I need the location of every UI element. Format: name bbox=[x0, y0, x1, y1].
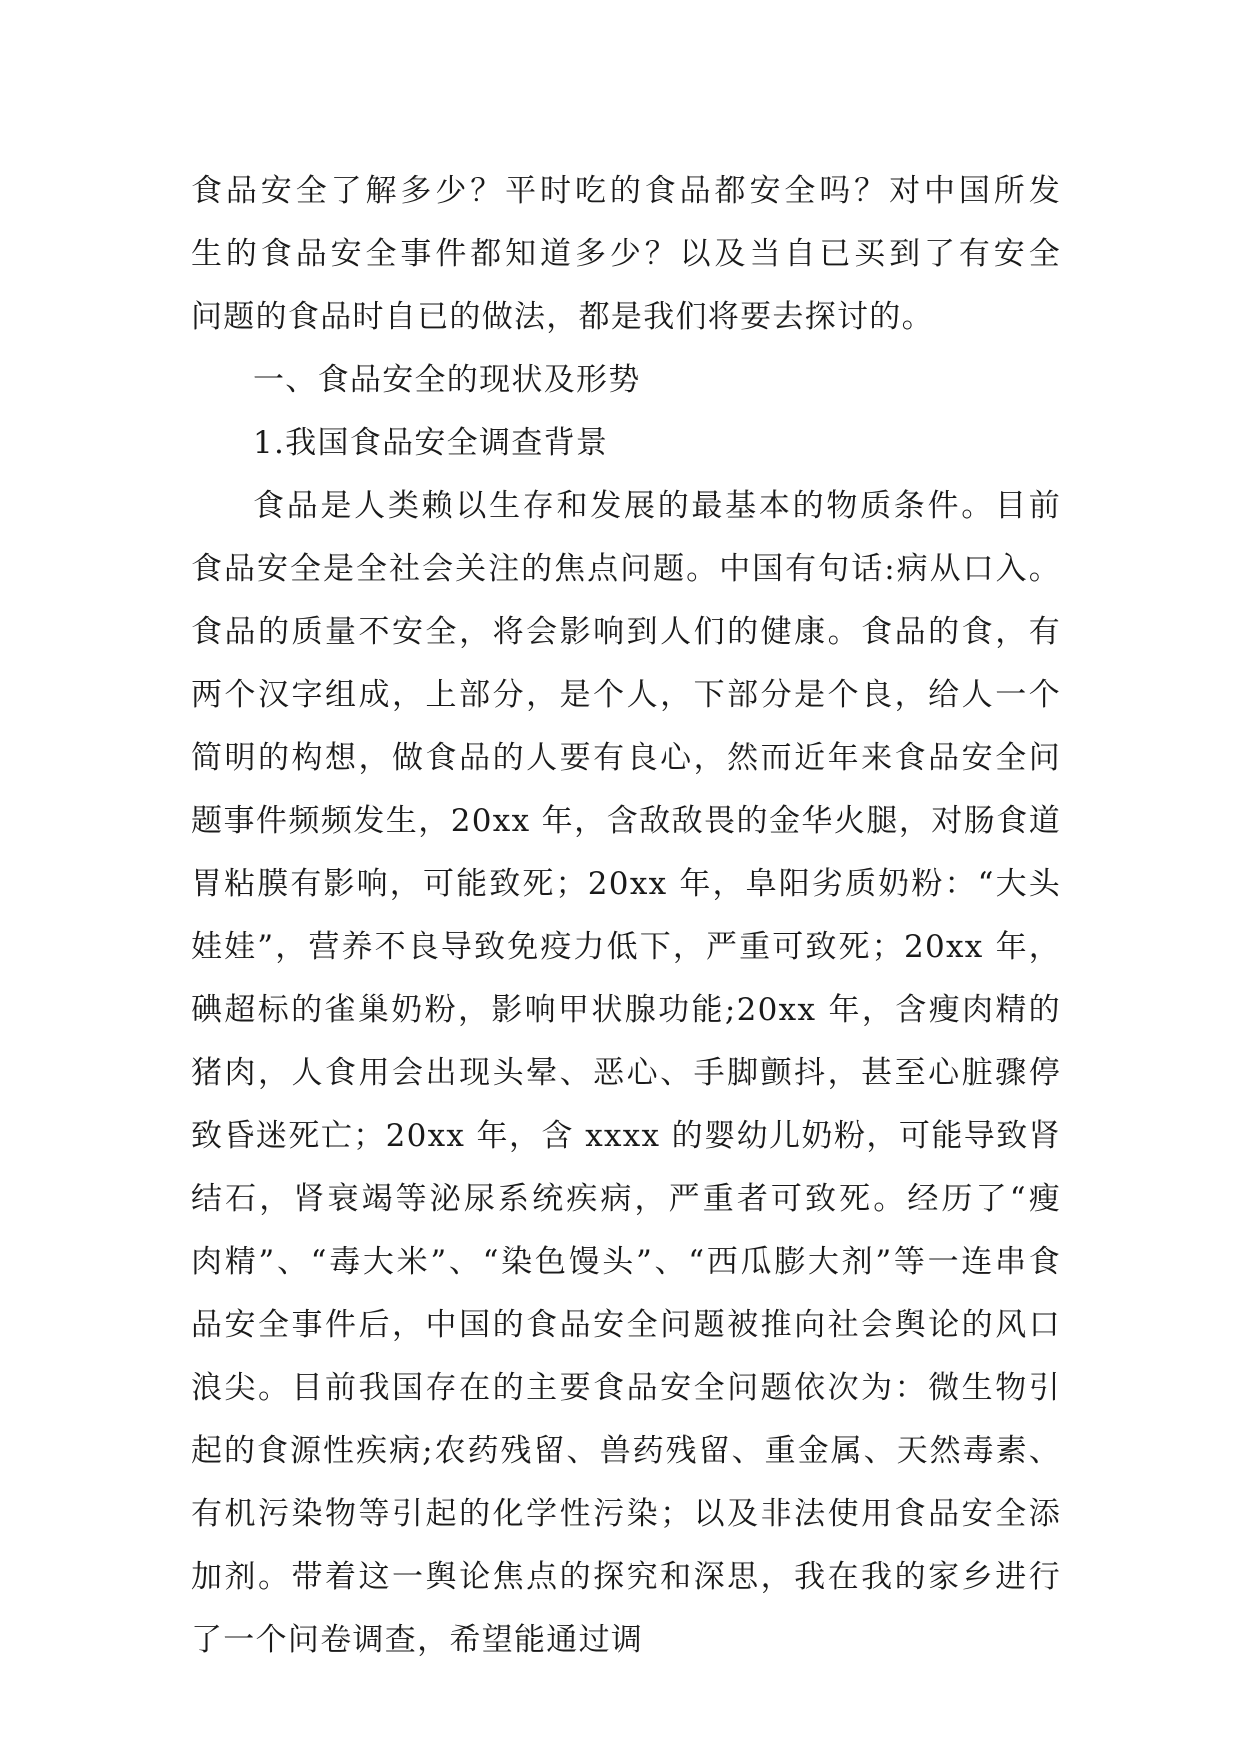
body-text-line: 胃粘膜有影响，可能致死；20xx 年，阜阳劣质奶粉：“大头 bbox=[191, 866, 1061, 902]
body-text-line: 浪尖。目前我国存在的主要食品安全问题依次为：微生物引 bbox=[191, 1370, 1061, 1406]
body-text-line: 致昏迷死亡；20xx 年，含 xxxx 的婴幼儿奶粉，可能导致肾 bbox=[191, 1118, 1061, 1154]
body-text-line: 了一个问卷调查，希望能通过调 bbox=[191, 1622, 644, 1658]
body-text-line: 娃娃”，营养不良导致免疫力低下，严重可致死；20xx 年， bbox=[191, 929, 1061, 965]
body-text-line: 碘超标的雀巢奶粉，影响甲状腺功能;20xx 年，含瘦肉精的 bbox=[191, 992, 1061, 1028]
body-text-line: 简明的构想，做食品的人要有良心，然而近年来食品安全问 bbox=[191, 740, 1061, 776]
body-text-line: 猪肉，人食用会出现头晕、恶心、手脚颤抖，甚至心脏骤停 bbox=[191, 1055, 1061, 1091]
body-text-line: 食品安全了解多少？平时吃的食品都安全吗？对中国所发 bbox=[191, 173, 1061, 209]
subsection-heading: 1.我国食品安全调查背景 bbox=[253, 425, 609, 461]
body-text-line: 食品的质量不安全，将会影响到人们的健康。食品的食，有 bbox=[191, 614, 1061, 650]
document-page bbox=[191, 160, 1061, 1672]
body-text-line: 肉精”、“毒大米”、“染色馒头”、“西瓜膨大剂”等一连串食 bbox=[191, 1244, 1061, 1280]
body-text-line: 结石，肾衰竭等泌尿系统疾病，严重者可致死。经历了“瘦 bbox=[191, 1181, 1061, 1217]
body-text-line: 加剂。带着这一舆论焦点的探究和深思，我在我的家乡进行 bbox=[191, 1559, 1061, 1595]
body-text-line: 食品是人类赖以生存和发展的最基本的物质条件。目前 bbox=[253, 488, 1061, 524]
body-text-line: 有机污染物等引起的化学性污染；以及非法使用食品安全添 bbox=[191, 1496, 1061, 1532]
body-text-line: 食品安全是全社会关注的焦点问题。中国有句话:病从口入。 bbox=[191, 551, 1061, 587]
body-text-line: 生的食品安全事件都知道多少？以及当自已买到了有安全 bbox=[191, 236, 1061, 272]
section-heading: 一、食品安全的现状及形势 bbox=[253, 362, 641, 398]
body-text-line: 起的食源性疾病;农药残留、兽药残留、重金属、天然毒素、 bbox=[191, 1433, 1061, 1469]
body-text-line: 问题的食品时自已的做法，都是我们将要去探讨的。 bbox=[191, 299, 934, 335]
body-text-line: 两个汉字组成，上部分，是个人，下部分是个良，给人一个 bbox=[191, 677, 1061, 713]
body-text-line: 品安全事件后，中国的食品安全问题被推向社会舆论的风口 bbox=[191, 1307, 1061, 1343]
body-text-line: 题事件频频发生，20xx 年，含敌敌畏的金华火腿，对肠食道 bbox=[191, 803, 1061, 839]
